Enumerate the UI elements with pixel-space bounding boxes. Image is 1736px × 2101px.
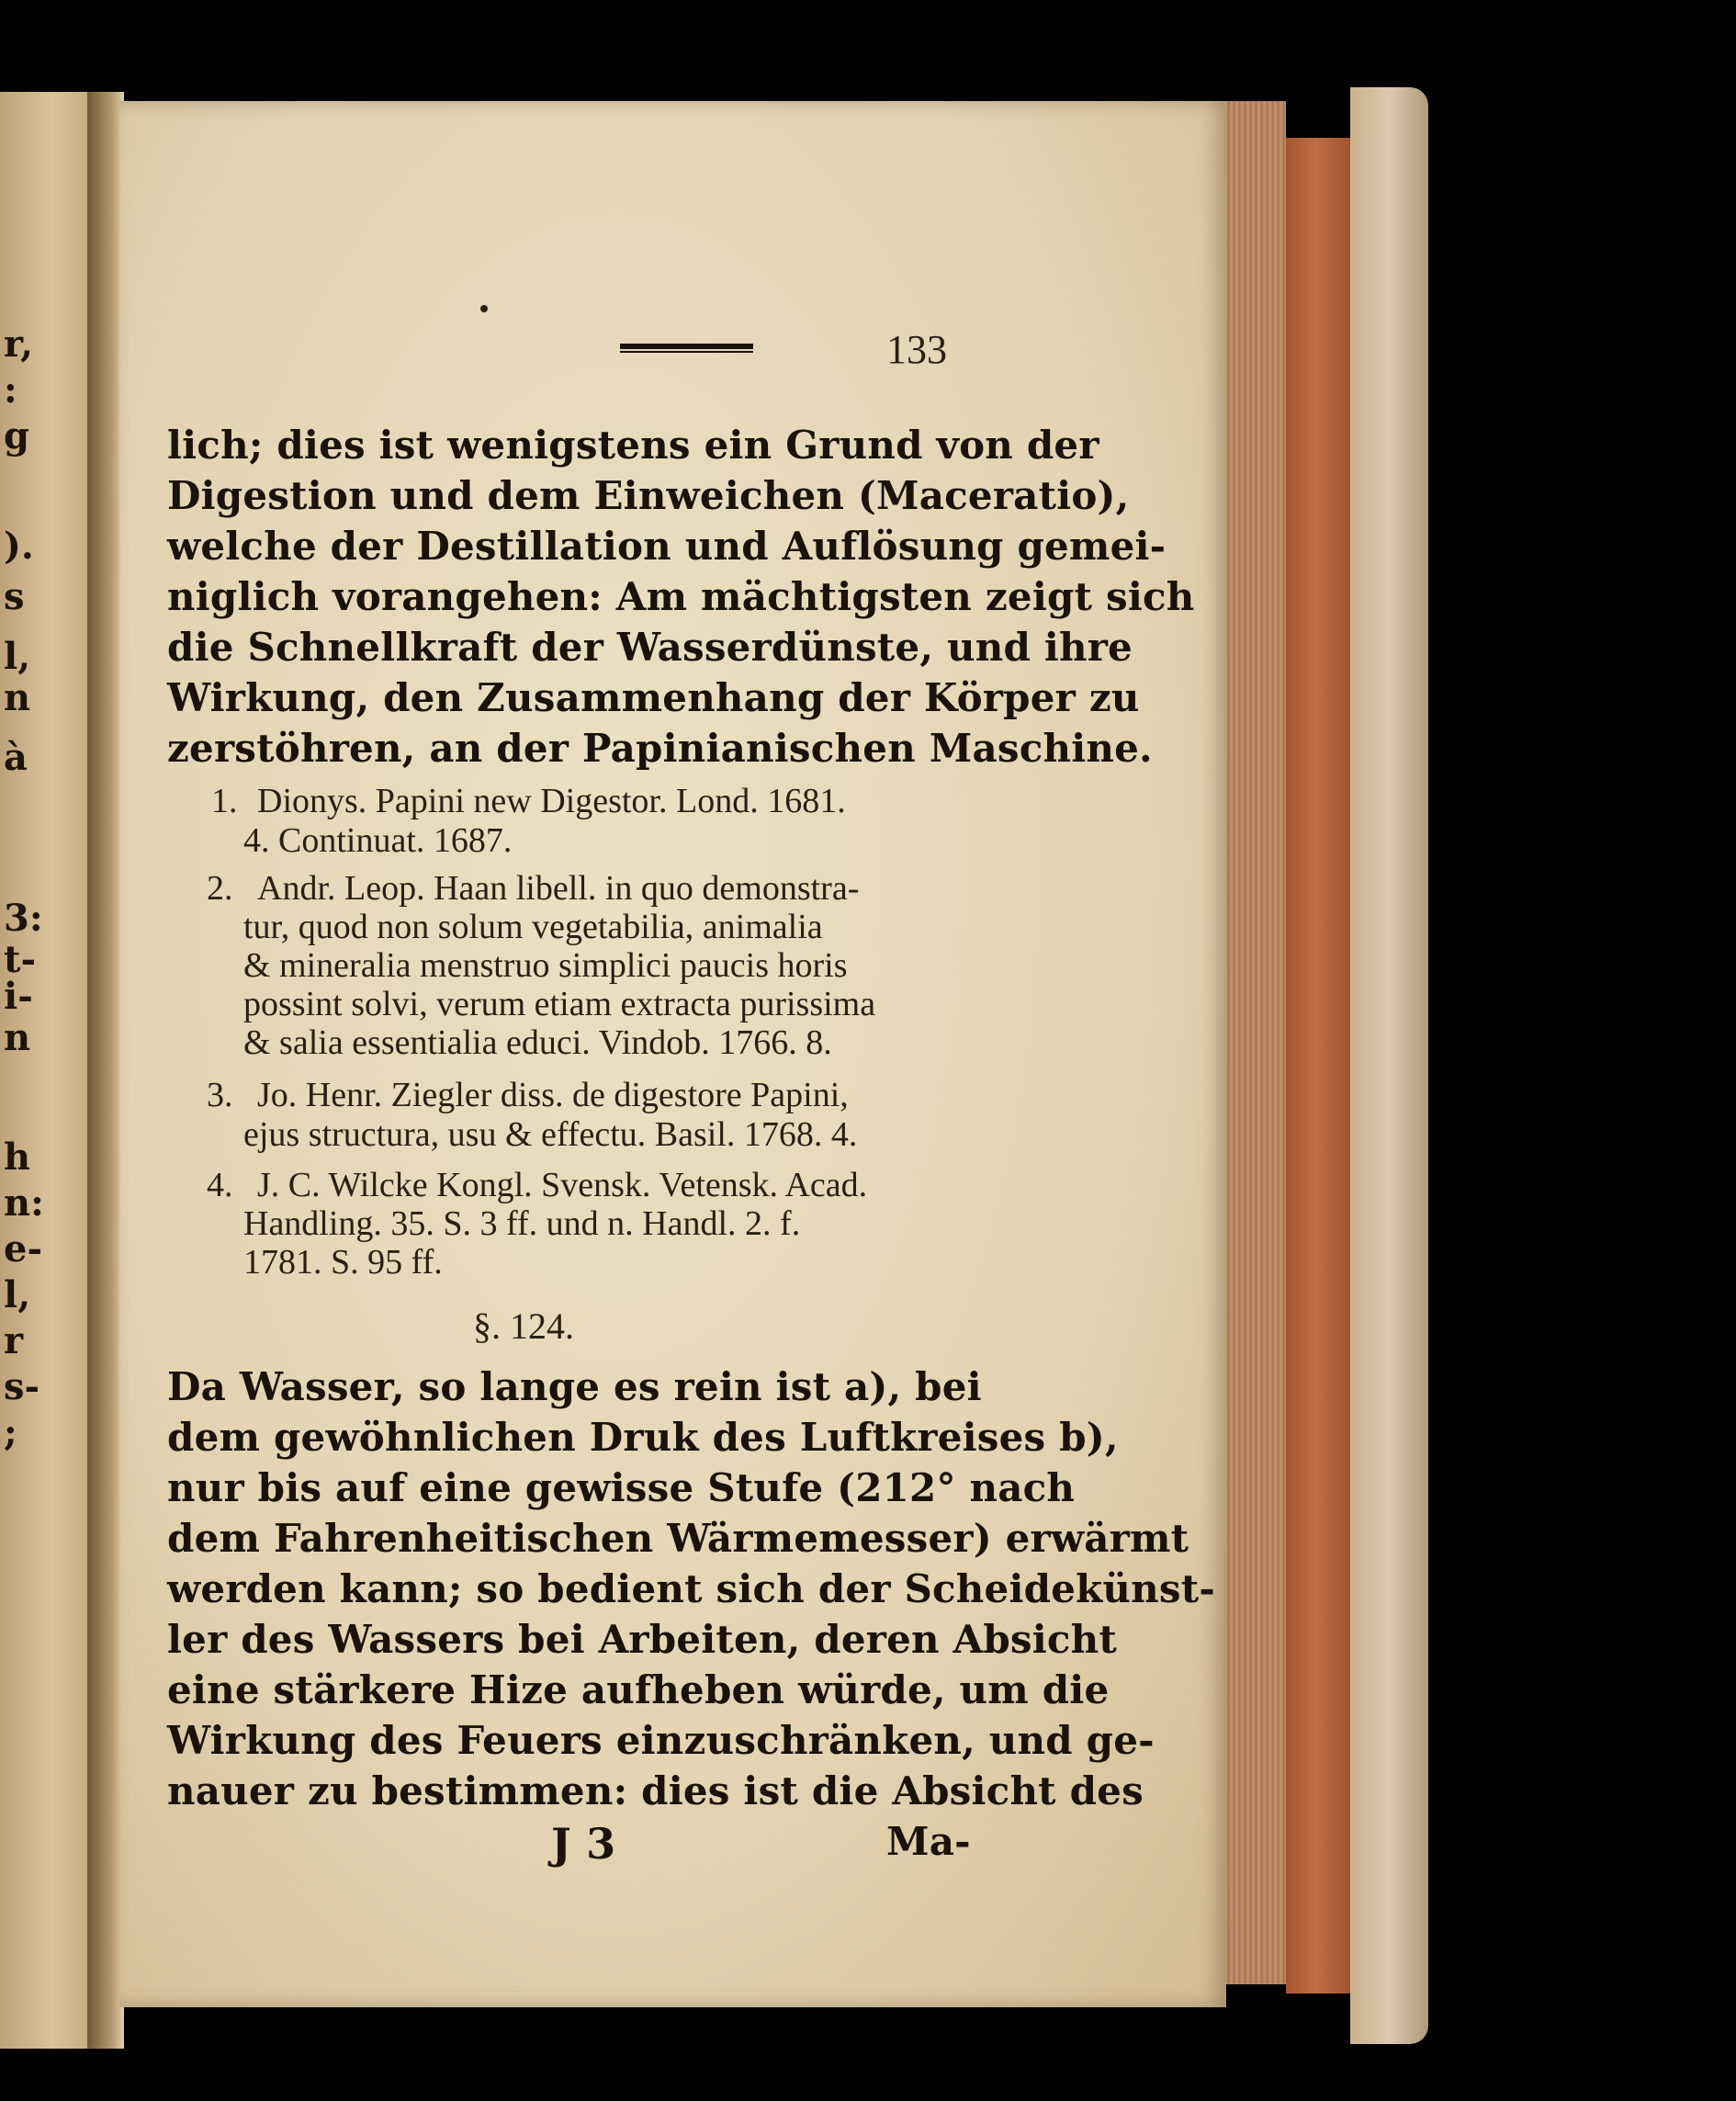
left-page-fragment: r [4,1319,24,1362]
left-page-fragment: ; [4,1411,17,1454]
left-page-fragment: n: [4,1181,44,1225]
page-number: 133 [886,327,947,372]
footnote-line: tur, quod non solum vegetabilia, animalia [243,908,823,946]
paragraph1-line: welche der Destillation und Auflösung gemei- [167,524,1167,569]
section-heading: §. 124. [473,1305,574,1347]
left-page-fragment: t- [4,938,37,981]
left-page-fragment: 3: [4,897,43,940]
paragraph1-line: zerstöhren, an der Papinianischen Maschine. [167,726,1153,771]
book-page [119,101,1226,2007]
paragraph2-line: nauer zu bestimmen: dies ist die Absicht des [167,1768,1144,1813]
paragraph1-line: die Schnellkraft der Wasserdünste, und ihre [167,625,1133,670]
footnote-line: Dionys. Papini new Digestor. Lond. 1681. [257,782,846,820]
gutter-shadow [87,92,124,2049]
left-page-fragment: l, [4,1273,31,1316]
signature-mark: J 3 [551,1819,616,1869]
left-page-fragment: e- [4,1227,43,1271]
paragraph2-line: werden kann; so bedient sich der Scheidekünst- [167,1566,1215,1611]
paragraph2-line: Wirkung des Feuers einzuschränken, und ge- [167,1718,1155,1763]
footnote-line: 1781. S. 95 ff. [243,1243,443,1282]
paragraph1-line: Wirkung, den Zusammenhang der Körper zu [167,675,1140,720]
left-page-fragment: h [4,1135,31,1179]
left-page-fragment: l, [4,635,31,678]
left-page-fragment: s [4,575,25,618]
footnote-line: Jo. Henr. Ziegler diss. de digestore Papini, [257,1076,849,1114]
left-page-fragment: g [4,414,29,457]
left-page-fragment: r, [4,322,34,366]
footnote-line: J. C. Wilcke Kongl. Svensk. Vetensk. Acad. [257,1166,868,1204]
left-page-fragment: n [4,1016,31,1059]
back-cover-edge [1350,87,1428,2044]
paragraph2-line: eine stärkere Hize aufheben würde, um die [167,1667,1110,1712]
footnote-line: & mineralia menstruo simplici paucis horis [243,946,848,985]
footnote-line: possint solvi, verum etiam extracta purissima [243,985,876,1023]
footnote-number: 4. [207,1166,233,1204]
footnote-number: 2. [207,869,233,908]
left-page-fragment: i- [4,975,33,1018]
paragraph2-line: nur bis auf eine gewisse Stufe (212° nach [167,1465,1076,1510]
footnote-number: 3. [207,1076,233,1114]
footnote-line: Handling. 35. S. 3 ff. und n. Handl. 2. f. [243,1204,801,1243]
footnote-number: 1. [211,782,238,820]
left-page-fragment: ). [4,525,34,568]
footnote-line: & salia essentialia educi. Vindob. 1766. 8. [243,1023,832,1062]
left-page-fragment: à [4,736,28,779]
paragraph2-line: ler des Wassers bei Arbeiten, deren Absicht [167,1617,1118,1662]
red-edge-stain [1286,138,1359,1994]
left-page-fragment: n [4,676,31,719]
footnote-line: ejus structura, usu & effectu. Basil. 1768. 4. [243,1115,858,1154]
paragraph2-line: dem gewöhnlichen Druk des Luftkreises b), [167,1415,1119,1460]
header-rule [620,344,753,349]
catchword: Ma- [886,1819,971,1864]
left-page-fragment: s- [4,1365,40,1408]
paragraph1-line: Digestion und dem Einweichen (Maceratio), [167,473,1130,518]
ink-dot [480,305,488,312]
footnote-line: 4. Continuat. 1687. [243,821,513,860]
previous-page-edge [0,92,90,2049]
footnote-line: Andr. Leop. Haan libell. in quo demonstra- [257,869,860,908]
paragraph2-line: dem Fahrenheitischen Wärmemesser) erwärmt [167,1516,1189,1561]
paragraph2-line: Da Wasser, so lange es rein ist a), bei [167,1364,982,1409]
paragraph1-line: lich; dies ist wenigstens ein Grund von der [167,423,1099,468]
paragraph1-line: niglich vorangehen: Am mächtigsten zeigt sich [167,574,1195,619]
header-rule-thin [620,351,753,353]
left-page-fragment: : [4,368,17,412]
